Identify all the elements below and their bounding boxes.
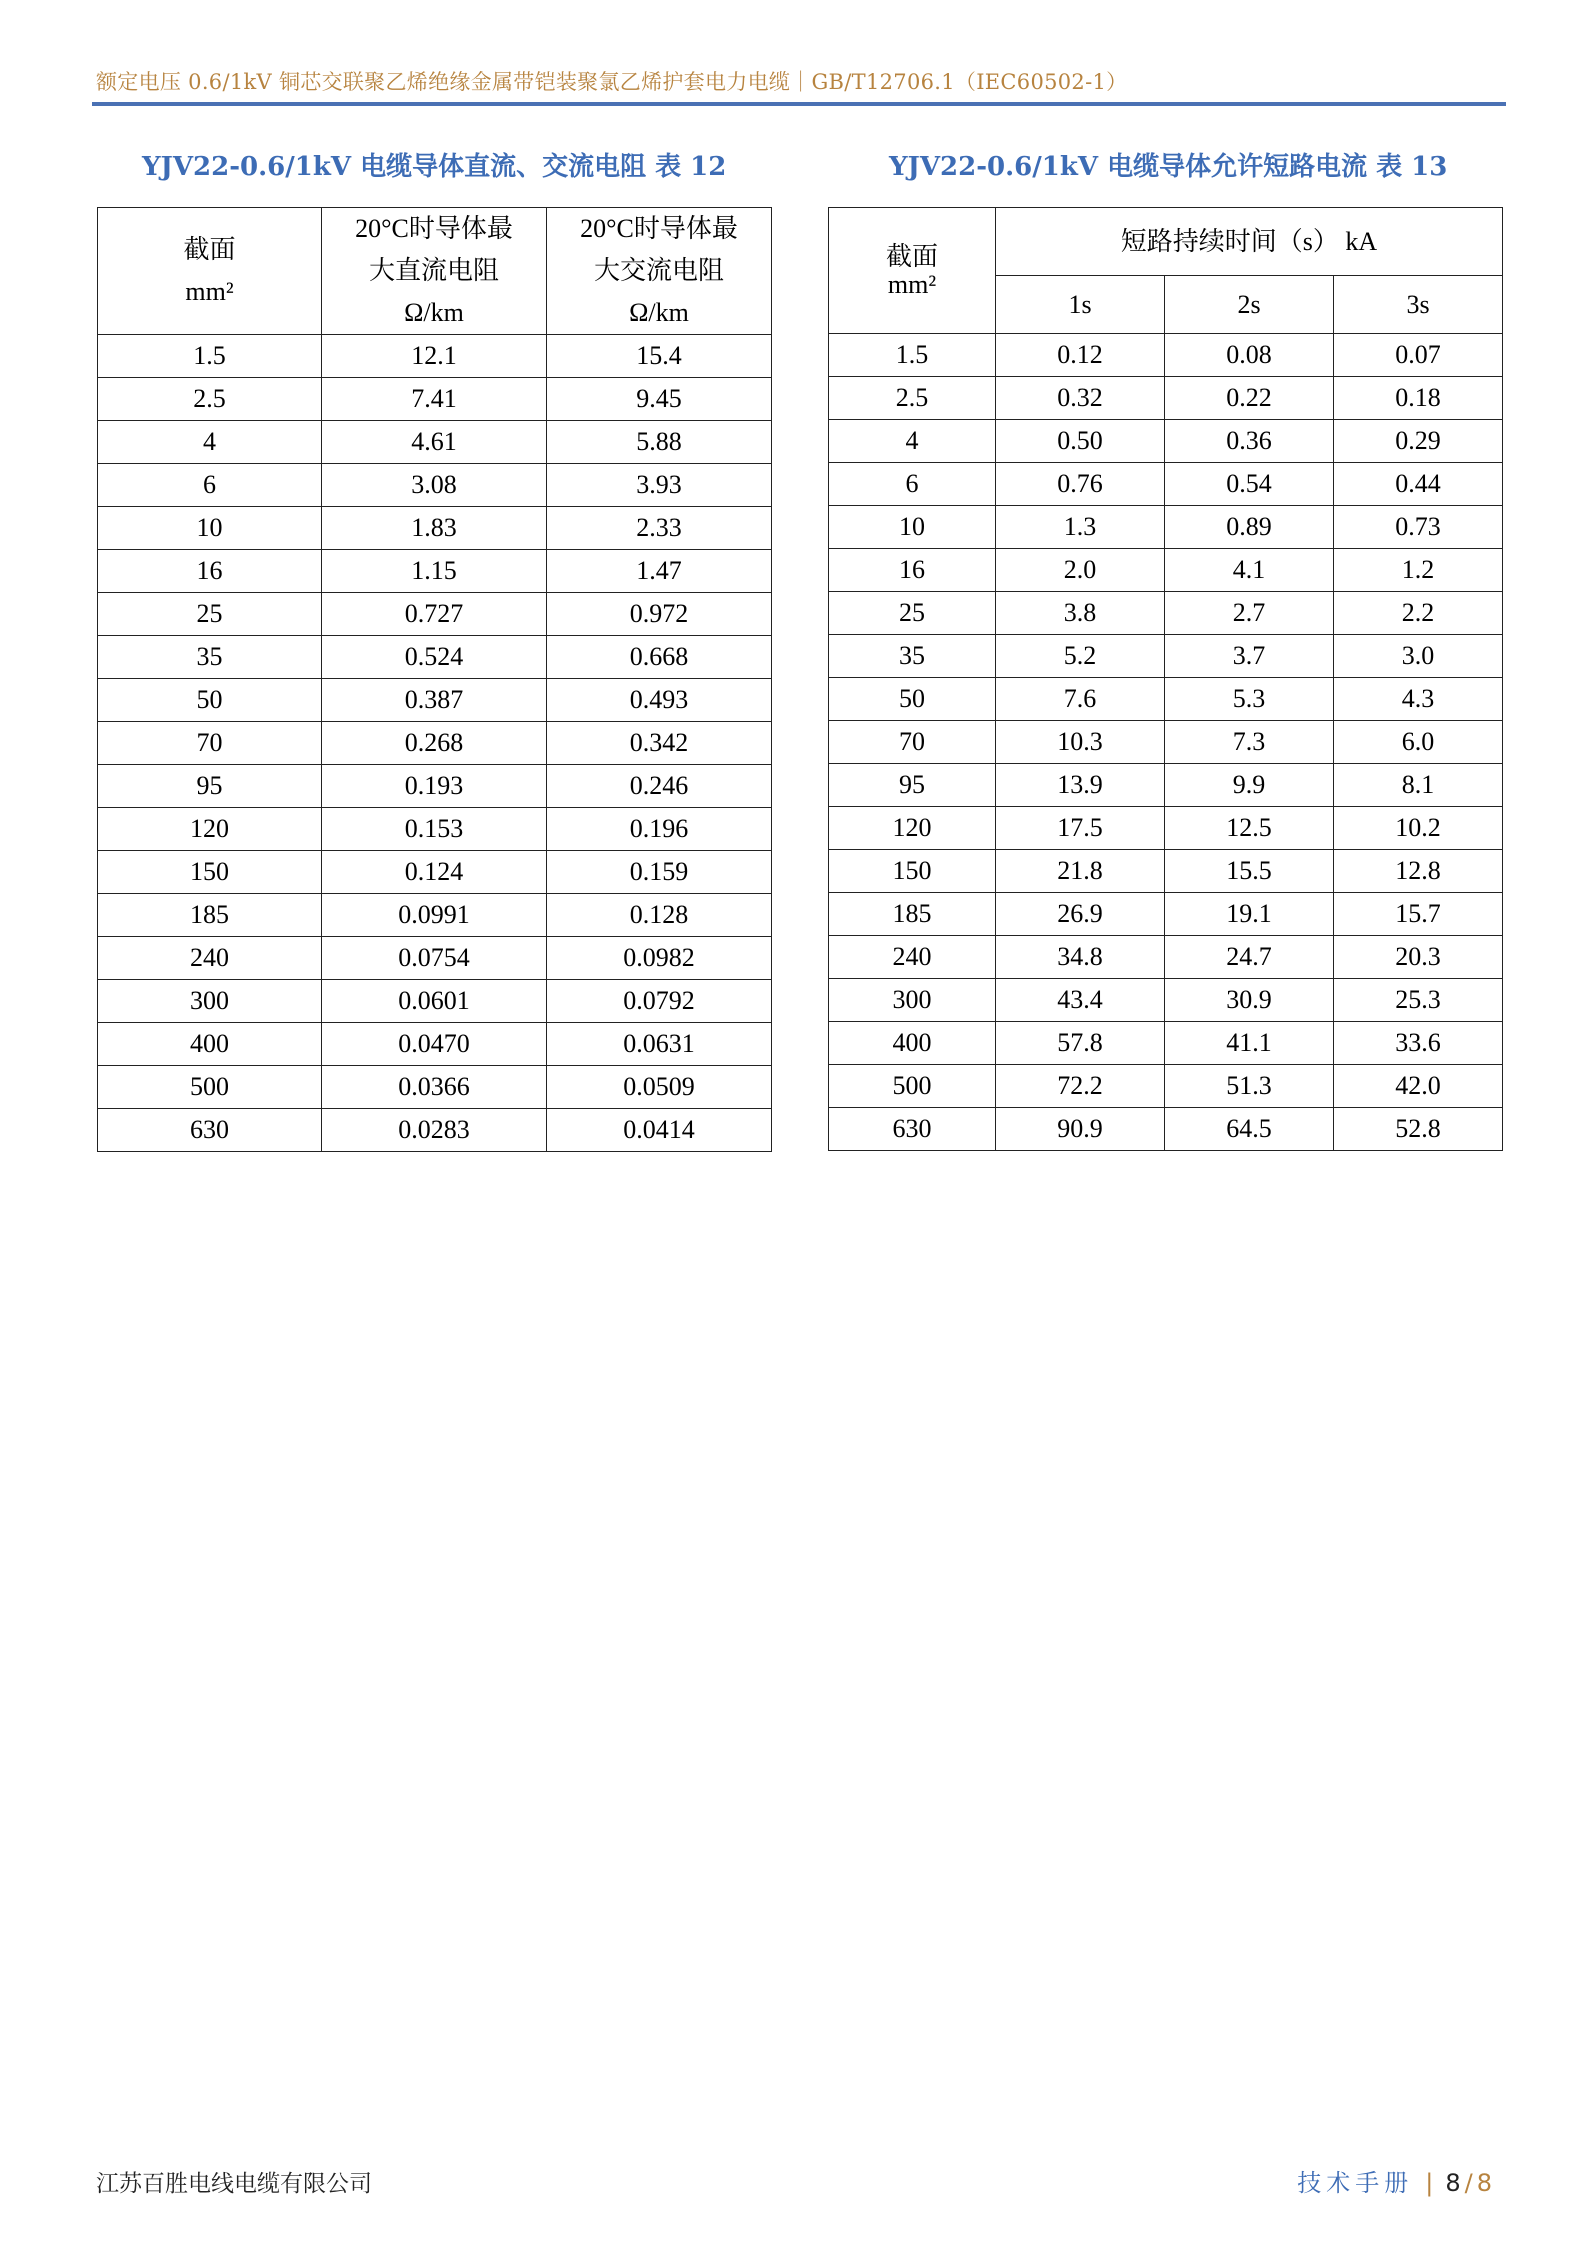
cross-section-cell: 6 [98, 464, 322, 507]
current-3s-cell: 33.6 [1334, 1022, 1503, 1065]
table-row [829, 506, 1503, 549]
current-1s-cell: 90.9 [996, 1108, 1165, 1151]
dc-resistance-cell: 0.153 [322, 808, 547, 851]
current-2s-cell: 5.3 [1165, 678, 1334, 721]
current-1s-cell: 26.9 [996, 893, 1165, 936]
running-header: 额定电压 0.6/1kV 铜芯交联聚乙烯绝缘金属带铠装聚氯乙烯护套电力电缆｜GB/T12706.1（IEC60502-1） [96, 70, 1128, 94]
table-row [98, 808, 772, 851]
header-rule [92, 102, 1506, 106]
page-slash: / [1464, 2169, 1473, 2197]
table-row [98, 636, 772, 679]
current-2s-cell: 0.08 [1165, 334, 1334, 377]
cross-section-cell: 1.5 [98, 335, 322, 378]
ac-resistance-cell: 2.33 [547, 507, 772, 550]
header-3s: 3s [1334, 276, 1503, 334]
current-1s-cell: 7.6 [996, 678, 1165, 721]
cross-section-cell: 6 [829, 463, 996, 506]
current-3s-cell: 10.2 [1334, 807, 1503, 850]
header-cross-section [829, 208, 996, 334]
current-3s-cell: 0.44 [1334, 463, 1503, 506]
page-number: 8 [1445, 2169, 1461, 2197]
table-row [829, 592, 1503, 635]
current-1s-cell: 17.5 [996, 807, 1165, 850]
current-1s-cell: 0.32 [996, 377, 1165, 420]
ac-resistance-cell: 0.246 [547, 765, 772, 808]
ac-resistance-cell: 0.128 [547, 894, 772, 937]
table12-title: YJV22-0.6/1kV 电缆导体直流、交流电阻 表 12 [142, 152, 727, 182]
table-row [829, 764, 1503, 807]
current-2s-cell: 4.1 [1165, 549, 1334, 592]
cross-section-cell: 185 [829, 893, 996, 936]
current-1s-cell: 2.0 [996, 549, 1165, 592]
table-row [98, 980, 772, 1023]
header-2s: 2s [1165, 276, 1334, 334]
footer-company: 江苏百胜电线电缆有限公司 [96, 2171, 372, 2197]
header-ac-line1: 20°C时导体最 [580, 214, 738, 243]
dc-resistance-cell: 0.0283 [322, 1109, 547, 1152]
current-2s-cell: 15.5 [1165, 850, 1334, 893]
cross-section-cell: 150 [98, 851, 322, 894]
current-2s-cell: 9.9 [1165, 764, 1334, 807]
table-row [98, 464, 772, 507]
current-3s-cell: 15.7 [1334, 893, 1503, 936]
short-circuit-table [828, 207, 1503, 1151]
table-row [829, 1022, 1503, 1065]
table-row [829, 1108, 1503, 1151]
table-row [98, 851, 772, 894]
current-3s-cell: 6.0 [1334, 721, 1503, 764]
dc-resistance-cell: 1.83 [322, 507, 547, 550]
table-row [98, 335, 772, 378]
current-2s-cell: 24.7 [1165, 936, 1334, 979]
table-row [98, 722, 772, 765]
header-cross-section-unit: mm² [887, 269, 937, 299]
current-3s-cell: 42.0 [1334, 1065, 1503, 1108]
dc-resistance-cell: 0.387 [322, 679, 547, 722]
cross-section-cell: 400 [98, 1023, 322, 1066]
current-3s-cell: 52.8 [1334, 1108, 1503, 1151]
current-1s-cell: 3.8 [996, 592, 1165, 635]
cross-section-cell: 240 [829, 936, 996, 979]
cross-section-cell: 10 [829, 506, 996, 549]
table-row [829, 377, 1503, 420]
cross-section-cell: 95 [829, 764, 996, 807]
resistance-table [97, 207, 772, 1152]
table-row [829, 678, 1503, 721]
cross-section-cell: 300 [829, 979, 996, 1022]
cross-section-cell: 95 [98, 765, 322, 808]
ac-resistance-cell: 0.0982 [547, 937, 772, 980]
ac-resistance-cell: 0.972 [547, 593, 772, 636]
current-3s-cell: 0.73 [1334, 506, 1503, 549]
table-row [829, 721, 1503, 764]
cross-section-cell: 150 [829, 850, 996, 893]
table-row [98, 507, 772, 550]
dc-resistance-cell: 1.15 [322, 550, 547, 593]
current-1s-cell: 10.3 [996, 721, 1165, 764]
ac-resistance-cell: 1.47 [547, 550, 772, 593]
cross-section-cell: 500 [98, 1066, 322, 1109]
current-3s-cell: 0.07 [1334, 334, 1503, 377]
dc-resistance-cell: 0.0601 [322, 980, 547, 1023]
current-1s-cell: 0.50 [996, 420, 1165, 463]
ac-resistance-cell: 3.93 [547, 464, 772, 507]
header-cross-section [98, 208, 322, 335]
cross-section-cell: 35 [98, 636, 322, 679]
header-dc-line1: 20°C时导体最 [355, 214, 513, 243]
cross-section-cell: 70 [829, 721, 996, 764]
header-cross-section-unit: mm² [185, 277, 234, 306]
table13-title: YJV22-0.6/1kV 电缆导体允许短路电流 表 13 [889, 152, 1448, 182]
cross-section-cell: 120 [98, 808, 322, 851]
current-2s-cell: 41.1 [1165, 1022, 1334, 1065]
current-1s-cell: 21.8 [996, 850, 1165, 893]
header-dc-unit: Ω/km [404, 298, 464, 327]
current-3s-cell: 12.8 [1334, 850, 1503, 893]
cross-section-cell: 120 [829, 807, 996, 850]
header-cross-section-label: 截面 [885, 241, 938, 271]
cross-section-cell: 185 [98, 894, 322, 937]
current-3s-cell: 4.3 [1334, 678, 1503, 721]
current-2s-cell: 0.54 [1165, 463, 1334, 506]
current-2s-cell: 19.1 [1165, 893, 1334, 936]
header-cross-section-label: 截面 [183, 235, 236, 264]
dc-resistance-cell: 0.0470 [322, 1023, 547, 1066]
table-row [829, 463, 1503, 506]
header-short-circuit-duration: 短路持续时间（s） kA [996, 208, 1503, 276]
current-2s-cell: 2.7 [1165, 592, 1334, 635]
table-row [829, 893, 1503, 936]
dc-resistance-cell: 0.0754 [322, 937, 547, 980]
current-3s-cell: 8.1 [1334, 764, 1503, 807]
cross-section-cell: 2.5 [829, 377, 996, 420]
table-row [98, 421, 772, 464]
table-row [829, 635, 1503, 678]
cross-section-cell: 35 [829, 635, 996, 678]
current-1s-cell: 34.8 [996, 936, 1165, 979]
page-total: 8 [1476, 2169, 1492, 2197]
cross-section-cell: 2.5 [98, 378, 322, 421]
table-row [98, 550, 772, 593]
dc-resistance-cell: 3.08 [322, 464, 547, 507]
header-ac-line2: 大交流电阻 [593, 256, 724, 285]
current-2s-cell: 0.22 [1165, 377, 1334, 420]
cross-section-cell: 50 [829, 678, 996, 721]
dc-resistance-cell: 0.524 [322, 636, 547, 679]
dc-resistance-cell: 12.1 [322, 335, 547, 378]
current-1s-cell: 0.76 [996, 463, 1165, 506]
table-row [98, 593, 772, 636]
ac-resistance-cell: 0.0509 [547, 1066, 772, 1109]
dc-resistance-cell: 0.0991 [322, 894, 547, 937]
current-2s-cell: 0.89 [1165, 506, 1334, 549]
header-dc-resistance [322, 208, 547, 335]
ac-resistance-cell: 9.45 [547, 378, 772, 421]
current-2s-cell: 7.3 [1165, 721, 1334, 764]
footer-page-info [1297, 2163, 1492, 2198]
cross-section-cell: 10 [98, 507, 322, 550]
table-row [98, 894, 772, 937]
cross-section-cell: 240 [98, 937, 322, 980]
ac-resistance-cell: 0.196 [547, 808, 772, 851]
current-3s-cell: 2.2 [1334, 592, 1503, 635]
cross-section-cell: 25 [98, 593, 322, 636]
ac-resistance-cell: 0.159 [547, 851, 772, 894]
current-2s-cell: 51.3 [1165, 1065, 1334, 1108]
dc-resistance-cell: 0.727 [322, 593, 547, 636]
table-row [98, 765, 772, 808]
cross-section-cell: 25 [829, 592, 996, 635]
ac-resistance-cell: 15.4 [547, 335, 772, 378]
ac-resistance-cell: 0.493 [547, 679, 772, 722]
current-1s-cell: 72.2 [996, 1065, 1165, 1108]
current-1s-cell: 0.12 [996, 334, 1165, 377]
table-row [829, 936, 1503, 979]
current-2s-cell: 0.36 [1165, 420, 1334, 463]
dc-resistance-cell: 0.193 [322, 765, 547, 808]
cross-section-cell: 4 [829, 420, 996, 463]
footer-separator: | [1425, 2169, 1434, 2197]
table-row [98, 937, 772, 980]
table-row [98, 1109, 772, 1152]
current-1s-cell: 13.9 [996, 764, 1165, 807]
cross-section-cell: 400 [829, 1022, 996, 1065]
table-row [829, 1065, 1503, 1108]
dc-resistance-cell: 0.0366 [322, 1066, 547, 1109]
ac-resistance-cell: 0.0414 [547, 1109, 772, 1152]
current-3s-cell: 0.29 [1334, 420, 1503, 463]
ac-resistance-cell: 0.668 [547, 636, 772, 679]
cross-section-cell: 300 [98, 980, 322, 1023]
ac-resistance-cell: 5.88 [547, 421, 772, 464]
table-row [829, 850, 1503, 893]
header-ac-unit: Ω/km [629, 298, 689, 327]
current-1s-cell: 5.2 [996, 635, 1165, 678]
ac-resistance-cell: 0.342 [547, 722, 772, 765]
ac-resistance-cell: 0.0631 [547, 1023, 772, 1066]
table-row [98, 1066, 772, 1109]
dc-resistance-cell: 7.41 [322, 378, 547, 421]
current-2s-cell: 30.9 [1165, 979, 1334, 1022]
table-row [98, 378, 772, 421]
cross-section-cell: 630 [829, 1108, 996, 1151]
table-row [829, 979, 1503, 1022]
cross-section-cell: 630 [98, 1109, 322, 1152]
cross-section-cell: 500 [829, 1065, 996, 1108]
dc-resistance-cell: 0.268 [322, 722, 547, 765]
current-2s-cell: 12.5 [1165, 807, 1334, 850]
table-row [98, 679, 772, 722]
table-row [829, 334, 1503, 377]
table-row [829, 807, 1503, 850]
current-3s-cell: 3.0 [1334, 635, 1503, 678]
current-1s-cell: 1.3 [996, 506, 1165, 549]
current-3s-cell: 1.2 [1334, 549, 1503, 592]
header-ac-resistance [547, 208, 772, 335]
footer-manual-label: 技术手册 [1297, 2169, 1414, 2197]
dc-resistance-cell: 0.124 [322, 851, 547, 894]
current-3s-cell: 0.18 [1334, 377, 1503, 420]
cross-section-cell: 50 [98, 679, 322, 722]
current-1s-cell: 43.4 [996, 979, 1165, 1022]
current-1s-cell: 57.8 [996, 1022, 1165, 1065]
ac-resistance-cell: 0.0792 [547, 980, 772, 1023]
table-row [829, 420, 1503, 463]
header-dc-line2: 大直流电阻 [368, 256, 499, 285]
current-3s-cell: 20.3 [1334, 936, 1503, 979]
cross-section-cell: 1.5 [829, 334, 996, 377]
header-1s: 1s [996, 276, 1165, 334]
table-row [829, 549, 1503, 592]
cross-section-cell: 4 [98, 421, 322, 464]
cross-section-cell: 70 [98, 722, 322, 765]
current-3s-cell: 25.3 [1334, 979, 1503, 1022]
table-row [98, 1023, 772, 1066]
current-2s-cell: 64.5 [1165, 1108, 1334, 1151]
cross-section-cell: 16 [98, 550, 322, 593]
current-2s-cell: 3.7 [1165, 635, 1334, 678]
dc-resistance-cell: 4.61 [322, 421, 547, 464]
cross-section-cell: 16 [829, 549, 996, 592]
